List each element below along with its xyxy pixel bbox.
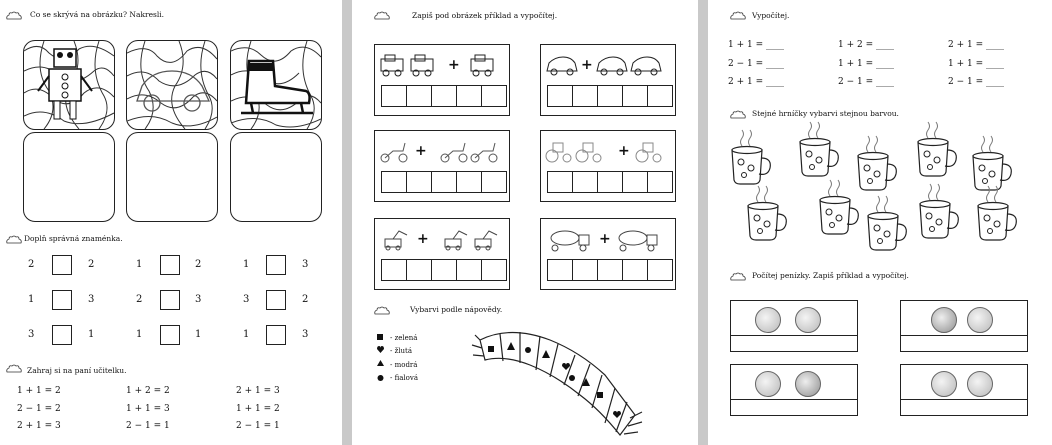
drawing-area-3[interactable] bbox=[230, 132, 322, 222]
coin-box-2 bbox=[900, 300, 1028, 352]
cloud-bullet-icon bbox=[730, 272, 746, 281]
cloud-bullet-icon bbox=[6, 11, 22, 20]
equation: 2 + 1 = 3 bbox=[236, 386, 280, 396]
worksheet-page-1 bbox=[0, 0, 342, 445]
legend-yellow: - žlutá bbox=[390, 347, 413, 355]
equation: 2 + 1 = 3 bbox=[17, 421, 61, 431]
cloud-bullet-icon bbox=[6, 364, 22, 373]
coin-icon bbox=[795, 307, 821, 333]
plus-sign: + bbox=[415, 143, 427, 159]
equation: 2 − 1 = 2 bbox=[17, 404, 61, 414]
sign-box[interactable] bbox=[52, 290, 72, 310]
sign-box[interactable] bbox=[266, 290, 286, 310]
number-left: 1 bbox=[243, 329, 250, 340]
cloud-bullet-icon bbox=[6, 235, 22, 244]
answer-boxes[interactable] bbox=[381, 171, 506, 193]
worksheet-page-3 bbox=[708, 0, 1052, 445]
exercise: 1 + 1 = ____ bbox=[948, 59, 1004, 69]
tractor-icon bbox=[545, 139, 671, 165]
car-icon bbox=[545, 53, 671, 79]
number-left: 1 bbox=[28, 294, 35, 305]
number-right: 2 bbox=[302, 294, 309, 305]
scarf-coloring-picture[interactable] bbox=[470, 320, 660, 445]
coin-icon bbox=[755, 307, 781, 333]
truck-icon bbox=[379, 53, 505, 79]
plus-sign: + bbox=[417, 231, 429, 247]
task-3-title: Zahraj si na paní učitelku. bbox=[27, 366, 127, 375]
sign-box[interactable] bbox=[52, 255, 72, 275]
square-icon bbox=[377, 334, 383, 340]
sign-box[interactable] bbox=[160, 255, 180, 275]
heart-icon bbox=[377, 346, 384, 353]
task-2-title: Stejné hrníčky vybarvi stejnou barvou. bbox=[752, 109, 899, 118]
sign-box[interactable] bbox=[160, 325, 180, 345]
coin-box-4 bbox=[900, 364, 1028, 416]
exercise: 2 + 1 = ____ bbox=[728, 77, 784, 87]
exercise: 2 − 1 = ____ bbox=[728, 59, 784, 69]
number-left: 1 bbox=[243, 259, 250, 270]
picture-card-mixers bbox=[540, 218, 676, 290]
hidden-picture-car bbox=[126, 40, 218, 130]
picture-card-tractors bbox=[540, 130, 676, 202]
answer-boxes[interactable] bbox=[381, 85, 506, 107]
number-left: 3 bbox=[243, 294, 250, 305]
sign-box[interactable] bbox=[266, 255, 286, 275]
excavator-icon bbox=[379, 227, 505, 253]
number-left: 1 bbox=[136, 259, 143, 270]
task-2-title: Vybarvi podle nápovědy. bbox=[410, 305, 503, 314]
legend-blue: - modrá bbox=[390, 361, 418, 369]
cloud-bullet-icon bbox=[374, 306, 390, 315]
task-1-title: Vypočítej. bbox=[752, 11, 790, 20]
dot-icon bbox=[378, 375, 384, 381]
sign-box[interactable] bbox=[52, 325, 72, 345]
coin-icon bbox=[931, 307, 957, 333]
number-right: 2 bbox=[88, 259, 95, 270]
sign-box[interactable] bbox=[160, 290, 180, 310]
number-right: 2 bbox=[195, 259, 202, 270]
coin-icon bbox=[967, 307, 993, 333]
answer-boxes[interactable] bbox=[547, 259, 672, 281]
cloud-bullet-icon bbox=[374, 11, 390, 20]
number-right: 3 bbox=[195, 294, 202, 305]
sign-box[interactable] bbox=[266, 325, 286, 345]
camouflage-pattern bbox=[127, 41, 217, 129]
exercise: 2 − 1 = ____ bbox=[948, 77, 1004, 87]
number-left: 3 bbox=[28, 329, 35, 340]
number-right: 1 bbox=[88, 329, 95, 340]
exercise: 1 + 2 = ____ bbox=[838, 40, 894, 50]
coin-box-1 bbox=[730, 300, 858, 352]
exercise: 1 + 1 = ____ bbox=[838, 59, 894, 69]
equation: 1 + 1 = 2 bbox=[17, 386, 61, 396]
camouflage-pattern bbox=[24, 41, 114, 129]
number-left: 2 bbox=[28, 259, 35, 270]
coin-icon bbox=[967, 371, 993, 397]
scooter-icon bbox=[379, 139, 505, 165]
number-right: 3 bbox=[88, 294, 95, 305]
answer-boxes[interactable] bbox=[381, 259, 506, 281]
number-right: 1 bbox=[195, 329, 202, 340]
legend-purple: - fialová bbox=[390, 374, 419, 382]
answer-boxes[interactable] bbox=[547, 85, 672, 107]
equation: 2 − 1 = 1 bbox=[236, 421, 280, 431]
number-right: 3 bbox=[302, 329, 309, 340]
equation: 2 − 1 = 1 bbox=[126, 421, 170, 431]
drawing-area-2[interactable] bbox=[126, 132, 218, 222]
answer-boxes[interactable] bbox=[547, 171, 672, 193]
worksheet-page-2 bbox=[352, 0, 698, 445]
picture-card-excavators bbox=[374, 218, 510, 290]
task-1-title: Zapiš pod obrázek příklad a vypočítej. bbox=[412, 11, 558, 20]
equation: 1 + 2 = 2 bbox=[126, 386, 170, 396]
task-3-title: Počítej penízky. Zapiš příklad a vypočítej. bbox=[752, 271, 909, 280]
cloud-bullet-icon bbox=[730, 11, 746, 20]
number-right: 3 bbox=[302, 259, 309, 270]
legend-shapes bbox=[376, 333, 385, 393]
coin-icon bbox=[755, 371, 781, 397]
plus-sign: + bbox=[581, 57, 593, 73]
coin-icon bbox=[795, 371, 821, 397]
drawing-area-1[interactable] bbox=[23, 132, 115, 222]
picture-card-cars bbox=[540, 44, 676, 116]
equation: 1 + 1 = 3 bbox=[126, 404, 170, 414]
hidden-picture-skate bbox=[230, 40, 322, 130]
triangle-icon bbox=[377, 360, 384, 366]
legend-green: - zelená bbox=[390, 334, 418, 342]
coin-icon bbox=[931, 371, 957, 397]
number-left: 2 bbox=[136, 294, 143, 305]
exercise: 2 + 1 = ____ bbox=[948, 40, 1004, 50]
mugs-coloring-picture[interactable] bbox=[728, 118, 1028, 253]
task-2-title: Doplň správná znaménka. bbox=[24, 234, 123, 243]
equation: 1 + 1 = 2 bbox=[236, 404, 280, 414]
number-left: 1 bbox=[136, 329, 143, 340]
picture-card-trucks bbox=[374, 44, 510, 116]
hidden-picture-robot bbox=[23, 40, 115, 130]
task-1-title: Co se skrývá na obrázku? Nakresli. bbox=[30, 10, 165, 19]
plus-sign: + bbox=[618, 143, 630, 159]
exercise: 1 + 1 = ____ bbox=[728, 40, 784, 50]
coin-box-3 bbox=[730, 364, 858, 416]
picture-card-scooters bbox=[374, 130, 510, 202]
plus-sign: + bbox=[599, 231, 611, 247]
exercise: 2 − 1 = ____ bbox=[838, 77, 894, 87]
plus-sign: + bbox=[448, 57, 460, 73]
camouflage-pattern bbox=[231, 41, 321, 129]
